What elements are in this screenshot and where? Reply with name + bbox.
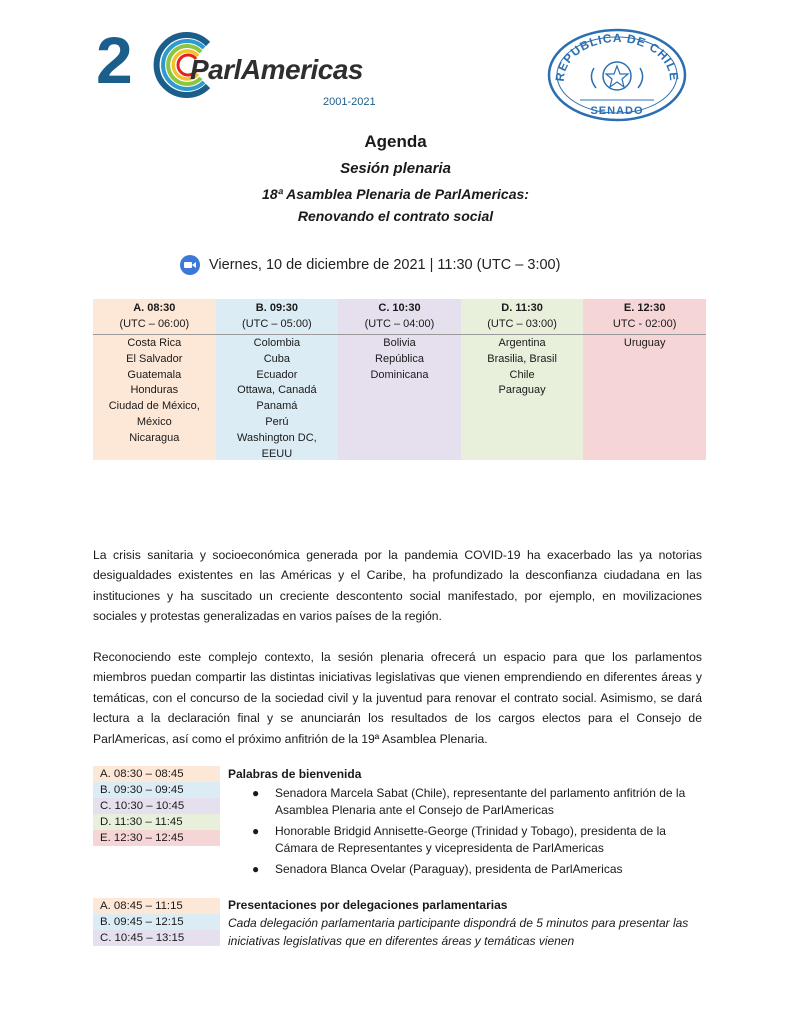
timezone-places bbox=[216, 335, 339, 462]
place: Paraguay bbox=[498, 384, 546, 397]
time-row: E. 12:30 – 12:45 bbox=[93, 830, 220, 846]
place: Brasilia, Brasil bbox=[487, 352, 557, 365]
place: México bbox=[136, 415, 172, 428]
parlamericas-logo bbox=[96, 23, 386, 112]
time-row: B. 09:45 – 12:15 bbox=[93, 914, 220, 930]
timezone-column-d bbox=[461, 299, 584, 460]
svg-text:REPUBLICA DE CHILE: REPUBLICA DE CHILE bbox=[552, 30, 682, 83]
timezone-utc: (UTC – 04:00) bbox=[364, 317, 435, 330]
section-title: Presentaciones por delegaciones parlamentarias bbox=[228, 898, 508, 912]
video-camera-icon bbox=[180, 255, 200, 275]
timezone-code: A. 08:30 bbox=[133, 302, 176, 314]
time-row: A. 08:30 – 08:45 bbox=[93, 766, 220, 782]
timezone-utc: (UTC – 05:00) bbox=[242, 317, 312, 330]
timezone-code: D. 11:30 bbox=[501, 302, 543, 314]
place: Colombia bbox=[253, 337, 301, 349]
timezone-code: E. 12:30 bbox=[623, 302, 666, 314]
timezone-places bbox=[583, 335, 706, 352]
timezone-column-a bbox=[93, 299, 216, 460]
place: Cuba bbox=[263, 352, 291, 365]
senado-chile-seal-icon bbox=[546, 28, 688, 122]
page-title: Agenda bbox=[364, 132, 427, 151]
bullet-icon: ● bbox=[252, 824, 260, 838]
list-item bbox=[252, 785, 710, 819]
timezone-header bbox=[583, 299, 706, 335]
place: Chile bbox=[509, 368, 535, 381]
intro-paragraph: La crisis sanitaria y socioeconómica generada por la pandemia COVID-19 ha exacerbado las ya notorias desigualdades existentes en las Américas y el Caribe, ha profundizado la desconfianza ciudadana en las instituciones y ha suscitado un creciente descontento social manifestado, por ejemplo, en movilizaciones sociales y protestas generalizadas en varios países de la región. bbox=[93, 548, 702, 624]
timezone-column-e bbox=[583, 299, 706, 460]
place: Perú bbox=[265, 415, 289, 428]
speaker-text: Senadora Marcela Sabat (Chile), representante del parlamento anfitrión de la Asamblea Plenaria ante el Consejo de ParlAmericas bbox=[275, 786, 686, 817]
place: Ottawa, Canadá bbox=[237, 384, 317, 397]
time-row: C. 10:30 – 10:45 bbox=[93, 798, 220, 814]
place: Washington DC, bbox=[237, 431, 317, 444]
svg-text:SENADO: SENADO bbox=[590, 105, 644, 117]
timezone-places bbox=[338, 335, 461, 383]
schedule-times bbox=[93, 766, 220, 846]
schedule-times bbox=[93, 898, 220, 946]
time-row: C. 10:45 – 13:15 bbox=[93, 930, 220, 946]
assembly-title: 18ª Asamblea Plenaria de ParlAmericas: bbox=[262, 186, 529, 202]
speaker-list bbox=[252, 785, 710, 882]
place: El Salvador bbox=[126, 352, 183, 365]
timezone-header bbox=[461, 299, 584, 335]
place: Dominicana bbox=[370, 368, 429, 381]
logo-number: 2 bbox=[96, 23, 129, 97]
list-item bbox=[252, 861, 710, 878]
timezone-code: C. 10:30 bbox=[378, 302, 421, 314]
assembly-subtitle: Renovando el contrato social bbox=[297, 208, 494, 224]
place: Honduras bbox=[130, 384, 179, 397]
place: Argentina bbox=[498, 337, 546, 349]
section-title: Palabras de bienvenida bbox=[228, 767, 362, 781]
place: Panamá bbox=[256, 400, 298, 413]
context-paragraph: Reconociendo este complejo contexto, la sesión plenaria ofrecerá un espacio para que los parlamentos miembros puedan compartir las distintas iniciativas legislativas que vienen emprendiendo en diferentes áreas y temáticas, con el concurso de la sociedad civil y la juventud para renovar el contrato social. Asimismo, se dará lectura a la declaración final y se anunciarán los resultados de los cargos electos para el Consejo de ParlAmericas, así como el próximo anfitrión de la 19ª Asamblea Plenaria. bbox=[93, 650, 702, 746]
time-row: B. 09:30 – 09:45 bbox=[93, 782, 220, 798]
speaker-text: Senadora Blanca Ovelar (Paraguay), presidenta de ParlAmericas bbox=[275, 862, 623, 876]
section-description: Cada delegación parlamentaria participante dispondrá de 5 minutos para presentar las iniciativas legislativas que en diferentes áreas y temáticas vienen bbox=[228, 916, 689, 948]
timezone-column-b bbox=[216, 299, 339, 460]
logo-name: ParlAmericas bbox=[190, 54, 364, 85]
session-title: Sesión plenaria bbox=[340, 160, 451, 177]
bullet-icon: ● bbox=[252, 786, 260, 800]
timezone-header bbox=[216, 299, 339, 335]
timezone-code: B. 09:30 bbox=[255, 302, 298, 314]
time-row: A. 08:45 – 11:15 bbox=[93, 898, 220, 914]
place: EEUU bbox=[261, 447, 293, 460]
timezone-places bbox=[461, 335, 584, 399]
speaker-text: Honorable Bridgid Annisette-George (Trinidad y Tobago), presidenta de la Cámara de Representantes y vicepresidenta de ParlAmericas bbox=[275, 824, 666, 855]
event-dateline bbox=[180, 254, 560, 276]
place: Nicaragua bbox=[129, 431, 180, 444]
timezone-header bbox=[338, 299, 461, 335]
place: Guatemala bbox=[127, 368, 182, 381]
event-date-text: Viernes, 10 de diciembre de 2021 | 11:30 (UTC – 3:00) bbox=[209, 257, 561, 273]
timezone-utc: UTC - 02:00) bbox=[612, 317, 677, 330]
place: Ciudad de México, bbox=[108, 400, 200, 413]
timezone-utc: (UTC – 03:00) bbox=[487, 317, 557, 330]
place: Bolivia bbox=[383, 337, 416, 349]
place: República bbox=[375, 352, 424, 365]
timezone-places bbox=[93, 335, 216, 447]
timezone-utc: (UTC – 06:00) bbox=[119, 317, 190, 330]
timezone-column-c bbox=[338, 299, 461, 460]
timezone-header bbox=[93, 299, 216, 335]
place: Costa Rica bbox=[127, 337, 182, 349]
time-row: D. 11:30 – 11:45 bbox=[93, 814, 220, 830]
place: Ecuador bbox=[256, 368, 298, 381]
list-item bbox=[252, 823, 710, 857]
timezone-table bbox=[93, 299, 706, 460]
logo-years: 2001-2021 bbox=[323, 96, 376, 108]
bullet-icon: ● bbox=[252, 862, 260, 876]
place: Uruguay bbox=[623, 337, 666, 349]
